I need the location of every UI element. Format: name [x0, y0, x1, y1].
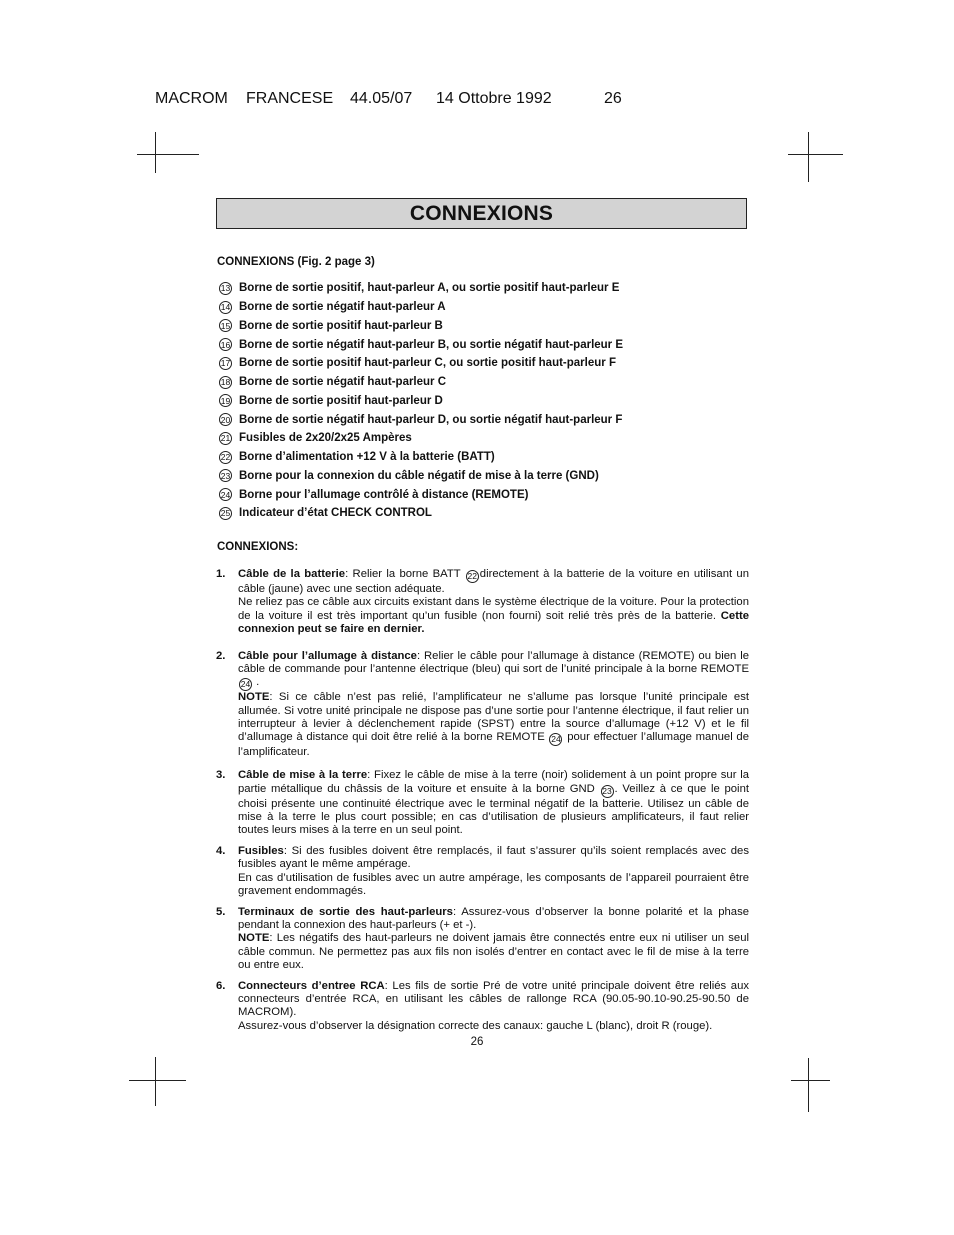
item-paragraph	[238, 845, 749, 871]
number-badge: 24	[220, 489, 231, 500]
item-text: : Relier le câble pour l’allumage à distance (REMOTE) ou bien le câble de commande pour l’antenne électrique (bleu) qui sort de l’unité principale à la borne REMOTE	[238, 649, 750, 676]
part-item	[219, 335, 759, 354]
item-number: 2.	[216, 649, 226, 662]
number-badge: 25	[220, 508, 231, 519]
header-language: FRANCESE	[246, 90, 334, 107]
crop-mark-bottom-right-v	[808, 1058, 809, 1112]
item-emphasis: Cette connexion peut se faire en dernier.	[238, 609, 749, 635]
part-label: Fusibles de 2x20/2x25 Ampères	[239, 432, 412, 445]
header-code: 44.05/07	[350, 90, 413, 107]
number-badge: 23	[220, 470, 231, 481]
item-text: En cas d’utilisation de fusibles avec un autre ampérage, les composants de l’appareil pourraient être gravement endommagés.	[238, 871, 749, 897]
connections-heading: CONNEXIONS:	[217, 541, 299, 553]
number-badge: 21	[220, 433, 231, 444]
header-date: 14 Ottobre 1992	[436, 90, 552, 107]
list-item	[216, 568, 749, 636]
part-item	[219, 448, 759, 467]
item-paragraph	[238, 650, 749, 692]
part-item	[219, 317, 759, 336]
instructions-list	[216, 568, 749, 1033]
reference-badge: 24	[549, 733, 562, 746]
part-label: Borne de sortie positif haut-parleur B	[239, 319, 443, 332]
note-label: NOTE	[238, 932, 270, 945]
number-badge: 22	[220, 452, 231, 463]
item-text: . Veillez à ce que le point choisi présente une continuité électrique avec le terminal négatif de la batterie. Utilisez un câble de mise à la terre le plus court possible; en cas d’utilisation de plusieurs amplificateurs, il faut relier toutes leurs mises à la terre en un seul point.	[238, 782, 749, 837]
list-item	[216, 845, 749, 898]
item-paragraph	[238, 932, 749, 972]
item-title: Câble pour l’allumage à distance	[238, 649, 417, 662]
item-paragraph	[238, 906, 749, 932]
item-text: Ne reliez pas ce câble aux circuits existant dans le système électrique de la voiture. Pour la protection de la voiture il est très important qu’un fusible (non fourni) soit relié très près de la batterie.	[238, 596, 749, 622]
item-paragraph	[238, 596, 749, 636]
part-label: Borne de sortie négatif haut-parleur B, ou sortie négatif haut-parleur E	[239, 338, 624, 351]
number-badge: 19	[220, 395, 231, 406]
reference-badge: 22	[466, 570, 479, 583]
reference-badge: 24	[239, 678, 252, 691]
part-item	[219, 485, 759, 504]
crop-mark-bottom-right-h	[791, 1080, 830, 1081]
item-text: pour effectuer l’allumage manuel de l’amplificateur.	[238, 731, 750, 759]
number-badge: 16	[220, 339, 231, 350]
part-item	[219, 298, 759, 317]
running-header	[155, 90, 622, 110]
part-item	[219, 429, 759, 448]
part-label: Borne de sortie positif haut-parleur D	[239, 394, 443, 407]
crop-mark-bottom-left-h	[129, 1080, 186, 1081]
part-item	[219, 467, 759, 486]
list-item	[216, 906, 749, 972]
item-paragraph	[238, 568, 749, 596]
item-paragraph	[238, 872, 749, 898]
part-label: Borne d’alimentation +12 V à la batterie (BATT)	[239, 451, 495, 464]
number-badge: 18	[220, 377, 231, 388]
list-item	[216, 650, 749, 759]
part-label: Borne de sortie négatif haut-parleur A	[239, 301, 446, 314]
part-label: Borne pour la connexion du câble négatif de mise à la terre (GND)	[239, 469, 599, 482]
part-item	[219, 354, 759, 373]
item-paragraph	[238, 691, 749, 759]
item-number: 4.	[216, 845, 226, 858]
crop-mark-top-left-v	[155, 132, 156, 173]
reference-badge: 23	[601, 785, 614, 798]
list-item	[216, 980, 749, 1033]
item-text: : Si ce câble n’est pas relié, l’amplificateur ne s’allume pas lorsque l’unité principale est allumée. Si votre unité principale ne dispose pas d’une sortie pour l’antenne électrique, il faut relier un interrupteur à levier à déclenchement rapide (SPST) entre la source d’allumage (+12 V) et le fil d’allumage à distance qui doit être relié à la borne REMOTE	[238, 691, 749, 744]
item-title: Terminaux de sortie des haut-parleurs	[238, 906, 453, 919]
crop-mark-top-right-v	[808, 132, 809, 182]
item-text: Assurez-vous d’observer la désignation correcte des canaux: gauche L (blanc), droit R (rouge).	[238, 1019, 713, 1032]
part-label: Borne de sortie positif, haut-parleur A, ou sortie positif haut-parleur E	[239, 282, 620, 295]
header-brand: MACROM	[155, 90, 228, 107]
item-text: .	[253, 676, 260, 689]
title-box	[216, 198, 747, 229]
item-text: directement à la batterie de la voiture en utilisant un câble (jaune) avec une section adéquate.	[238, 568, 749, 596]
part-item	[219, 279, 759, 298]
item-number: 5.	[216, 906, 226, 919]
item-text: : Fixez le câble de mise à la terre (noir) solidement à un point propre sur la partie métallique du châssis de la voiture et ensuite à la borne GND	[238, 769, 749, 795]
part-item	[219, 392, 759, 411]
part-label: Borne de sortie positif haut-parleur C, ou sortie positif haut-parleur F	[239, 357, 616, 370]
number-badge: 13	[220, 283, 231, 294]
number-badge: 17	[220, 358, 231, 369]
part-label: Borne de sortie négatif haut-parleur D, ou sortie négatif haut-parleur F	[239, 413, 623, 426]
item-text: : Relier la borne BATT	[345, 568, 465, 580]
header-page: 26	[604, 90, 622, 107]
item-title: Câble de la batterie	[238, 568, 346, 580]
item-paragraph	[238, 1020, 749, 1033]
part-item	[219, 373, 759, 392]
part-label: Indicateur d’état CHECK CONTROL	[239, 507, 432, 520]
crop-mark-bottom-left-v	[155, 1057, 156, 1106]
list-item	[216, 769, 749, 837]
note-label: NOTE	[238, 691, 270, 704]
page-number: 26	[470, 1036, 484, 1048]
part-label: Borne de sortie négatif haut-parleur C	[239, 376, 447, 389]
number-badge: 15	[220, 320, 231, 331]
parts-list	[219, 279, 759, 523]
item-number: 6.	[216, 980, 226, 993]
parts-heading: CONNEXIONS (Fig. 2 page 3)	[217, 256, 375, 268]
item-title: Connecteurs d’entree RCA	[238, 980, 385, 993]
part-item	[219, 504, 759, 523]
number-badge: 14	[220, 302, 231, 313]
item-paragraph	[238, 769, 749, 837]
page-title: CONNEXIONS	[409, 201, 554, 225]
item-text: : Les fils de sortie Pré de votre unité principale doivent être reliés aux connecteurs d’entrée RCA, en utilisant les câbles de rallonge RCA (90.05-90.10-90.25-90.50 de MACROM).	[238, 980, 749, 1019]
number-badge: 20	[220, 414, 231, 425]
crop-mark-top-left-h	[137, 154, 199, 155]
item-text: : Assurez-vous d’observer la bonne polarité et la phase pendant la connexion des haut-parleurs (+ et -).	[238, 906, 749, 932]
item-title: Câble de mise à la terre	[238, 769, 368, 782]
item-number: 1.	[216, 568, 226, 580]
item-text: : Si des fusibles doivent être remplacés, il faut s’assurer qu’ils soient remplacés avec des fusibles ayant le même ampérage.	[238, 845, 749, 871]
item-title: Fusibles	[238, 845, 284, 858]
item-text: : Les négatifs des haut-parleurs ne doivent jamais être connectés entre eux ni utiliser un seul câble commun. Ne permettez pas aux fils non isolés d’entrer en contact avec le fil de mise à la terre ou entre eux.	[238, 932, 749, 971]
item-paragraph	[238, 980, 749, 1020]
part-label: Borne pour l’allumage contrôlé à distance (REMOTE)	[239, 488, 529, 501]
crop-mark-top-right-h	[788, 154, 843, 155]
part-item	[219, 410, 759, 429]
item-number: 3.	[216, 769, 226, 782]
